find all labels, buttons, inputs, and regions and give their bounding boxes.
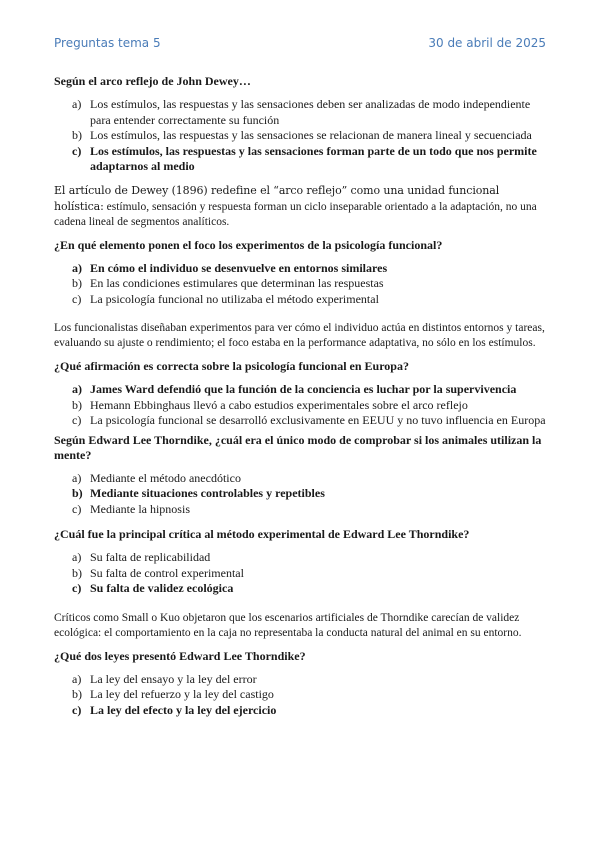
option-marker: c) xyxy=(72,501,82,516)
option-item xyxy=(54,566,546,582)
explanation-lead: El artículo de Dewey (1896) redefine el “arco reflejo” como una unidad funcional holística: xyxy=(54,183,500,213)
option-marker: c) xyxy=(72,702,82,717)
option-text: La psicología funcional no utilizaba el método experimental xyxy=(90,291,379,306)
option-item xyxy=(54,398,546,414)
option-text: Su falta de replicabilidad xyxy=(90,550,211,564)
question-block xyxy=(54,74,546,175)
question-text: ¿Qué afirmación es correcta sobre la psicología funcional en Europa? xyxy=(54,359,409,373)
option-item xyxy=(54,687,546,703)
option-item xyxy=(54,292,546,308)
option-item xyxy=(54,672,546,688)
option-list xyxy=(54,261,546,308)
option-item-correct xyxy=(54,703,546,719)
option-text: Mediante situaciones controlables y repetibles xyxy=(90,486,325,500)
option-text: La ley del efecto y la ley del ejercicio xyxy=(90,702,277,717)
document-body xyxy=(54,74,546,718)
option-item xyxy=(54,276,546,292)
option-marker: a) xyxy=(72,260,82,275)
option-text: En las condiciones estimulares que determinan las respuestas xyxy=(90,276,384,290)
option-text: Los estímulos, las respuestas y las sensaciones forman parte de un todo que nos permite adaptarnos al medio xyxy=(90,143,537,173)
option-text: Mediante la hipnosis xyxy=(90,501,190,516)
option-marker: b) xyxy=(72,397,82,412)
page-header xyxy=(54,36,546,50)
option-item xyxy=(54,413,546,429)
option-text: Los estímulos, las respuestas y las sensaciones deben ser analizadas de modo independiente para entender correctamente su función xyxy=(90,97,531,127)
option-list xyxy=(54,97,546,175)
option-marker: b) xyxy=(72,687,82,701)
option-list xyxy=(54,672,546,719)
option-text: James Ward defendió que la función de la conciencia es luchar por la supervivencia xyxy=(90,382,517,396)
option-item-correct xyxy=(54,486,546,502)
question-block xyxy=(54,527,546,597)
option-marker: c) xyxy=(72,581,82,595)
option-marker: c) xyxy=(72,291,82,306)
option-item xyxy=(54,502,546,518)
document-title: Preguntas tema 5 xyxy=(54,36,161,50)
question-block xyxy=(54,649,546,719)
explanation-text: Los funcionalistas diseñaban experimentos para ver cómo el individuo actúa en distintos entornos y tareas, evaluando su ajuste o rendimiento; el foco estaba en la performance adaptativa, no sólo en los estímulos. xyxy=(54,322,545,349)
option-text: La psicología funcional se desarrolló exclusivamente en EEUU y no tuvo influencia en Europa xyxy=(90,413,546,427)
option-text: Su falta de control experimental xyxy=(90,565,244,580)
document-date: 30 de abril de 2025 xyxy=(428,36,546,50)
question-text: Según el arco reflejo de John Dewey… xyxy=(54,74,251,88)
question-text: ¿En qué elemento ponen el foco los experimentos de la psicología funcional? xyxy=(54,237,443,252)
option-marker: c) xyxy=(72,413,82,427)
option-text: La ley del refuerzo y la ley del castigo xyxy=(90,687,274,701)
option-list xyxy=(54,550,546,597)
option-marker: a) xyxy=(72,671,82,686)
option-list xyxy=(54,382,546,429)
option-list xyxy=(54,471,546,518)
question-block xyxy=(54,359,546,429)
explanation-text: Críticos como Small o Kuo objetaron que los escenarios artificiales de Thorndike carecían de validez ecológica: el comportamiento en la caja no representaba la conducta natural del animal en su entorno. xyxy=(54,611,522,639)
question-text: ¿Cuál fue la principal crítica al método experimental de Edward Lee Thorndike? xyxy=(54,527,470,541)
option-item-correct xyxy=(54,581,546,597)
question-block xyxy=(54,433,546,518)
option-item xyxy=(54,471,546,487)
option-item xyxy=(54,97,546,128)
option-item-correct xyxy=(54,261,546,277)
option-marker: b) xyxy=(72,486,83,500)
option-marker: a) xyxy=(72,97,82,111)
option-text: La ley del ensayo y la ley del error xyxy=(90,671,257,686)
option-marker: b) xyxy=(72,565,82,580)
option-item xyxy=(54,550,546,566)
option-marker: a) xyxy=(72,470,82,485)
option-marker: a) xyxy=(72,550,82,564)
explanation-text xyxy=(54,183,546,230)
option-text: Mediante el método anecdótico xyxy=(90,470,241,485)
option-text: En cómo el individuo se desenvuelve en entornos similares xyxy=(90,260,388,275)
option-text: Los estímulos, las respuestas y las sensaciones se relacionan de manera lineal y secuenciada xyxy=(90,128,532,142)
explanation-body: estímulo, sensación y respuesta forman un ciclo inseparable orientado a la adaptación, no una cadena lineal de segmentos analíticos. xyxy=(54,200,537,228)
option-item xyxy=(54,128,546,144)
question-text: ¿Qué dos leyes presentó Edward Lee Thorndike? xyxy=(54,648,306,663)
option-text: Hemann Ebbinghaus llevó a cabo estudios experimentales sobre el arco reflejo xyxy=(90,397,468,412)
question-block xyxy=(54,238,546,308)
option-marker: a) xyxy=(72,382,82,396)
question-text: Según Edward Lee Thorndike, ¿cuál era el único modo de comprobar si los animales utilizan la mente? xyxy=(54,432,542,462)
option-marker: b) xyxy=(72,128,82,142)
option-text: Su falta de validez ecológica xyxy=(90,581,234,595)
option-item-correct xyxy=(54,382,546,398)
option-marker: b) xyxy=(72,276,82,290)
option-item-correct xyxy=(54,144,546,175)
option-marker: c) xyxy=(72,143,82,158)
